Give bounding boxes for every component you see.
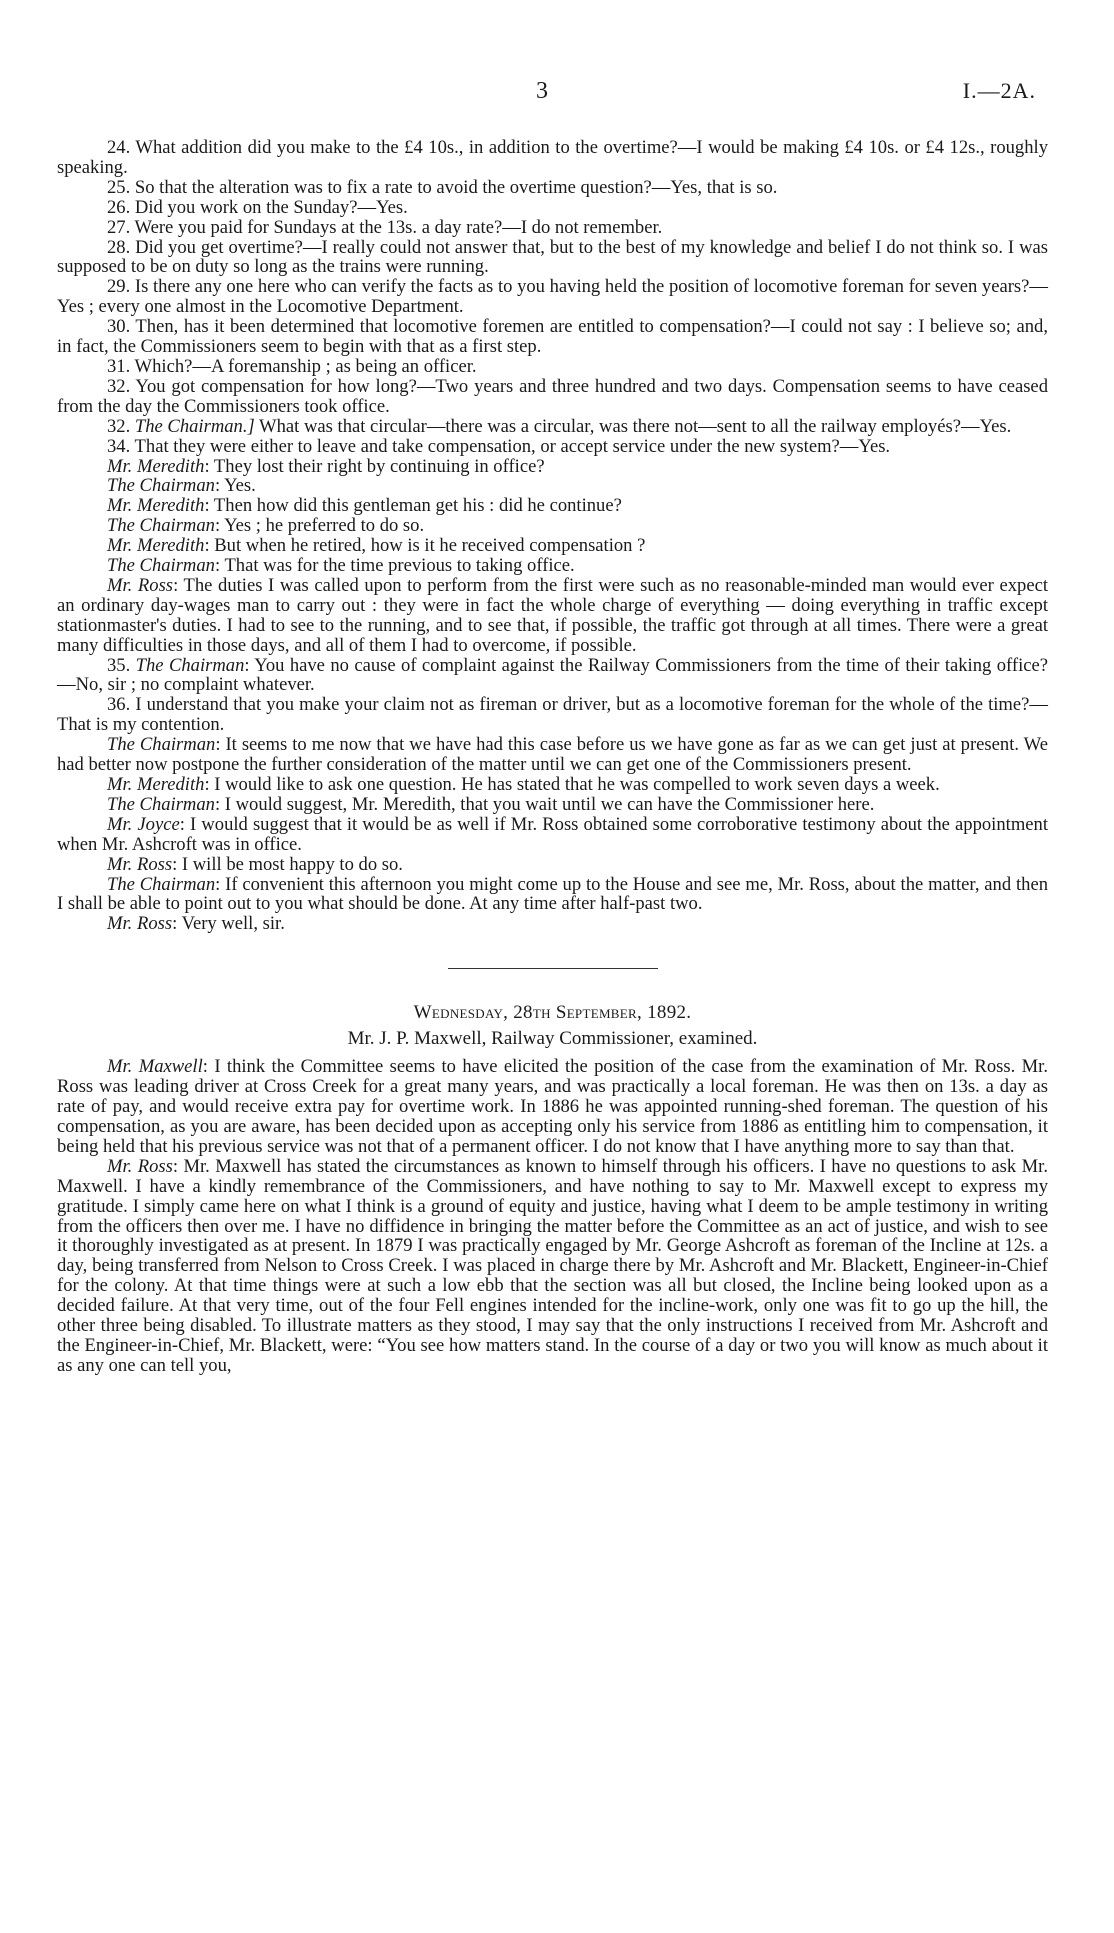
paragraph-text: 31. Which?—A foremanship ; as being an officer. [107,355,477,377]
speaker-name: Mr. Meredith [107,774,205,795]
paragraph [57,914,1048,934]
speaker-name: The Chairman [107,515,215,537]
speaker-name: Mr. Ross [107,853,173,875]
paragraph [57,218,1048,238]
paragraph [57,695,1048,735]
paragraph-text: : They lost their right by continuing in office? [204,455,545,477]
document-body [57,138,1048,1376]
speaker-name: The Chairman [135,654,245,676]
speaker-name: The Chairman [107,734,216,756]
paragraph [57,437,1048,457]
document-reference: I.—2A. [962,78,1036,103]
paragraph [57,815,1048,855]
paragraph-text: : I would suggest, Mr. Meredith, that you wait until we can have the Commissioner here. [214,793,875,815]
paragraph [57,476,1048,496]
paragraph-text: : That was for the time previous to taking office. [214,555,575,577]
question-number: 35. [107,654,136,676]
paragraph [57,198,1048,218]
paragraph-text: : Then how did this gentleman get his : did he continue? [204,495,622,517]
speaker-name: The Chairman [107,873,216,895]
paragraph [57,238,1048,278]
paragraph-text: : You have no cause of complaint against the Railway Commissioners from the time of their taking office?—No, sir ; no complaint whatever. [57,654,1048,696]
paragraph-text: : If convenient this afternoon you might come up to the House and see me, Mr. Ross, about the matter, and then I shall be able to point out to you what should be done. At any time after half-past two. [57,873,1048,915]
paragraph-text: : I would like to ask one question. He has stated that he was compelled to work seven days a week. [204,774,940,795]
paragraph-text: : It seems to me now that we have had this case before us we have gone as far as we can get just at present. We had better now postpone the further consideration of the matter until we can get one of the Commissioners present. [57,734,1048,776]
speaker-name: Mr. Meredith [107,495,205,517]
paragraph [57,178,1048,198]
paragraph-text: : Mr. Maxwell has stated the circumstances as known to himself through his officers. I have no questions to ask Mr. Maxwell. I have a kindly remembrance of the Commissioners, and have nothing to say to Mr. Maxwell except to express my gratitude. I simply came here on what I think is a ground of equity and justice, having what I deem to be ample testimony in writing from the officers then over me. I have no diffidence in bringing the matter before the Committee as an act of justice, and wish to see it thoroughly investigated as at present. In 1879 I was practically engaged by Mr. George Ashcroft as foreman of the Incline at 12s. a day, being transferred from Nelson to Cross Creek. I was placed in charge there by Mr. Ashcroft and Mr. Blackett, Engineer-in-Chief for the colony. At that time things were at such a low ebb that the section was all but closed, the Incline being looked upon as a decided failure. At that very time, out of the four Fell engines intended for the incline-work, only one was fit to go up the hill, the other three being disabled. To illustrate matters as they stood, I may say that the only instructions I received from Mr. Ashcroft and the Engineer-in-Chief, Mr. Blackett, were: “You see how matters stand. In the course of a day or two you will know as much about it as any one can tell you, [57,1155,1048,1376]
paragraph-text: : Very well, sir. [172,913,285,935]
paragraph-text: : But when he retired, how is it he received compensation ? [204,535,646,557]
paragraph-text: 26. Did you work on the Sunday?—Yes. [107,196,408,218]
paragraph [57,457,1048,477]
paragraph-text: What was that circular—there was a circular, was there not—sent to all the railway employés?—Yes. [254,415,1012,437]
paragraph [57,855,1048,875]
paragraph-text: : Yes. [214,475,256,497]
paragraph-text: 28. Did you get overtime?—I really could not answer that, but to the best of my knowledge and belief I do not think so. I was supposed to be on duty so long as the trains were running. [57,236,1048,278]
speaker-name: Mr. Ross [107,1155,173,1177]
paragraph [57,496,1048,516]
witness-heading: Mr. J. P. Maxwell, Railway Commissioner, examined. [347,1028,758,1050]
paragraph [57,875,1048,915]
speaker-name: The Chairman [107,793,215,815]
paragraph [57,277,1048,317]
paragraph [57,795,1048,815]
speaker-name: Mr. Ross [107,913,173,935]
paragraph-text: 24. What addition did you make to the £4 10s., in addition to the overtime?—I would be making £4 10s. or £4 12s., roughly speaking. [57,137,1048,178]
paragraph-text: : I will be most happy to do so. [172,853,403,875]
paragraph [57,556,1048,576]
speaker-name: Mr. Maxwell [107,1056,203,1078]
paragraph [57,576,1048,656]
paragraph [57,536,1048,556]
paragraph [57,1157,1048,1376]
paragraph [57,656,1048,696]
paragraph [57,357,1048,377]
paragraph-text: : Yes ; he preferred to do so. [214,515,425,537]
evidence-section-2 [57,1057,1048,1376]
paragraph-text: : The duties I was called upon to perform from the first were such as no reasonable-minded man would ever expect an ordinary day-wages man to carry out : they were in fact the whole charge of everything — doing everything in traffic except stationmaster's duties. I had to see to the running, and to see that, if possible, the traffic got through at all times. There were a great many difficulties in those days, and all of them I had to overcome, if possible. [57,574,1048,656]
paragraph-text: 34. That they were either to leave and take compensation, or accept service under the new system?—Yes. [107,435,891,457]
paragraph-text: 27. Were you paid for Sundays at the 13s. a day rate?—I do not remember. [107,216,663,238]
speaker-name: Mr. Joyce [107,813,180,835]
paragraph [57,417,1048,437]
speaker-name: Mr. Meredith [107,455,205,477]
paragraph [57,516,1048,536]
question-number: 32. [107,415,135,437]
paragraph [57,775,1048,795]
paragraph [57,1057,1048,1157]
paragraph [57,317,1048,357]
paragraph-text: 25. So that the alteration was to fix a rate to avoid the overtime question?—Yes, that is so. [107,176,778,198]
speaker-name: The Chairman.] [134,415,255,437]
speaker-name: The Chairman [107,475,215,497]
paragraph-text: 36. I understand that you make your claim not as fireman or driver, but as a locomotive foreman for the whole of the time?—That is my contention. [57,694,1048,736]
paragraph [57,138,1048,178]
section-divider [448,968,658,969]
paragraph-text: 32. You got compensation for how long?—Two years and three hundred and two days. Compensation seems to have ceased from the day the Commissioners took office. [57,375,1048,417]
date-heading: Wednesday, 28th September, 1892. [413,1002,692,1024]
paragraph [57,377,1048,417]
speaker-name: Mr. Ross [107,574,174,596]
paragraph-text: 29. Is there any one here who can verify the facts as to you having held the position of locomotive foreman for seven years?—Yes ; every one almost in the Locomotive Department. [57,276,1048,318]
page-header [0,78,1114,108]
page-number: 3 [536,78,548,104]
paragraph-text: : I think the Committee seems to have elicited the position of the case from the examination of Mr. Ross. Mr. Ross was leading driver at Cross Creek for a great many years, and was practically a local foreman. He was then on 13s. a day as rate of pay, and would receive extra pay for overtime work. In 1886 he was appointed running-shed foreman. The question of his compensation, as you are aware, has been decided upon as accepting only his service from 1886 as entitling him to compensation, it being held that his previous service was not that of a permanent officer. I do not know that I have anything more to say than that. [57,1056,1048,1157]
speaker-name: Mr. Meredith [107,535,205,557]
speaker-name: The Chairman [107,555,215,577]
paragraph-text: : I would suggest that it would be as well if Mr. Ross obtained some corroborative testimony about the appointment when Mr. Ashcroft was in office. [57,813,1048,855]
paragraph-text: 30. Then, has it been determined that locomotive foremen are entitled to compensation?—I could not say : I believe so; and, in fact, the Commissioners seem to begin with that as a first step. [57,316,1048,358]
paragraph [57,735,1048,775]
evidence-section-1 [57,138,1048,934]
